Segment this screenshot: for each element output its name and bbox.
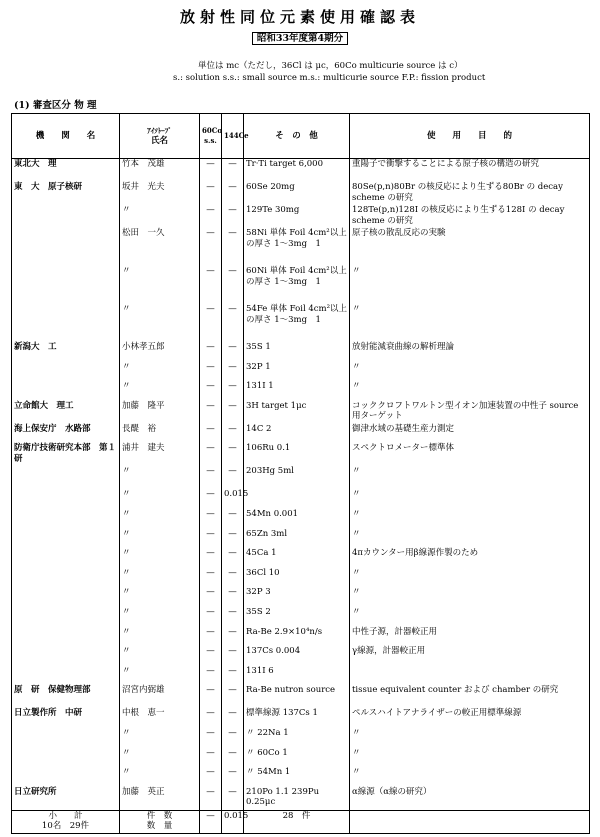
- cell-name: 竹本 茂雄: [120, 159, 200, 183]
- total-purpose: [350, 810, 590, 833]
- cell-org: [12, 666, 120, 686]
- cell-ce: —: [222, 767, 244, 787]
- cell-co: —: [200, 748, 222, 768]
- table-row: [12, 342, 590, 362]
- table-row: [12, 401, 590, 424]
- cell-co: —: [200, 646, 222, 666]
- cell-co: —: [200, 266, 222, 304]
- cell-ce: —: [222, 228, 244, 266]
- cell-purpose: スペクトロメーター標準体: [350, 443, 590, 466]
- cell-ce: —: [222, 607, 244, 627]
- cell-org: [12, 362, 120, 382]
- cell-other: Ra-Be nutron source: [244, 685, 350, 708]
- table-row: [12, 666, 590, 686]
- cell-org: 原 研 保健物理部: [12, 685, 120, 708]
- section-heading: (1) 審査区分 物 理: [14, 100, 97, 111]
- cell-other: 〃 54Mn 1: [244, 767, 350, 787]
- cell-name: 〃: [120, 489, 200, 509]
- cell-org: 東北大 理: [12, 159, 120, 183]
- cell-org: [12, 548, 120, 568]
- cell-co: —: [200, 401, 222, 424]
- cell-purpose: γ線源，計器較正用: [350, 646, 590, 666]
- cell-purpose: α線源（α線の研究）: [350, 787, 590, 811]
- cell-ce: —: [222, 182, 244, 205]
- cell-co: —: [200, 627, 222, 647]
- cell-org: [12, 767, 120, 787]
- cell-ce: —: [222, 509, 244, 529]
- cell-purpose: 原子核の散乱反応の実験: [350, 228, 590, 266]
- cell-ce: —: [222, 529, 244, 549]
- cell-other: 137Cs 0.004: [244, 646, 350, 666]
- cell-other: 54Fe 単体 Foil 4cm²以上の厚さ 1〜3mg 1: [244, 304, 350, 342]
- cell-org: [12, 489, 120, 509]
- cell-purpose: 128Te(p,n)128I の核反応により生ずる128I の decay scheme の研究: [350, 205, 590, 228]
- table-row: [12, 646, 590, 666]
- cell-co: —: [200, 685, 222, 708]
- cell-purpose: 〃: [350, 728, 590, 748]
- header-other: そ の 他: [244, 114, 350, 159]
- cell-other: 32P 1: [244, 362, 350, 382]
- cell-co: —: [200, 424, 222, 444]
- table-row: [12, 304, 590, 342]
- cell-co: —: [200, 182, 222, 205]
- total-label-cell: 小 計 10名 29件: [12, 810, 120, 833]
- cell-org: [12, 304, 120, 342]
- cell-co: —: [200, 767, 222, 787]
- cell-purpose: 〃: [350, 509, 590, 529]
- cell-co: —: [200, 381, 222, 401]
- cell-org: [12, 266, 120, 304]
- cell-purpose: 〃: [350, 304, 590, 342]
- cell-name: 〃: [120, 666, 200, 686]
- table-row: [12, 381, 590, 401]
- cell-purpose: 〃: [350, 767, 590, 787]
- table-row: [12, 182, 590, 205]
- header-name: ｱｲｿﾄｰﾌﾟ 氏名: [120, 114, 200, 159]
- cell-ce: —: [222, 666, 244, 686]
- header-org: 機 関 名: [12, 114, 120, 159]
- cell-org: [12, 529, 120, 549]
- cell-org: 日立製作所 中研: [12, 708, 120, 728]
- document-subtitle: 昭和33年度第4期分: [0, 30, 600, 44]
- cell-other: 14C 2: [244, 424, 350, 444]
- table-row: [12, 568, 590, 588]
- cell-ce: —: [222, 627, 244, 647]
- cell-co: —: [200, 466, 222, 489]
- cell-co: —: [200, 568, 222, 588]
- cell-org: [12, 607, 120, 627]
- cell-purpose: 中性子源，計器較正用: [350, 627, 590, 647]
- cell-ce: —: [222, 748, 244, 768]
- cell-purpose: 〃: [350, 748, 590, 768]
- table-row: [12, 787, 590, 811]
- cell-name: 〃: [120, 728, 200, 748]
- cell-name: 〃: [120, 205, 200, 228]
- cell-name: 坂井 光夫: [120, 182, 200, 205]
- cell-purpose: 重陽子で衝撃することによる原子核の構造の研究: [350, 159, 590, 183]
- table-row: [12, 748, 590, 768]
- cell-ce: 0.015: [222, 489, 244, 509]
- cell-purpose: 〃: [350, 568, 590, 588]
- cell-purpose: 〃: [350, 466, 590, 489]
- cell-other: 131I 6: [244, 666, 350, 686]
- table-row: [12, 443, 590, 466]
- table-row: [12, 228, 590, 266]
- cell-ce: —: [222, 342, 244, 362]
- cell-name: 〃: [120, 362, 200, 382]
- cell-org: 新潟大 工: [12, 342, 120, 362]
- cell-co: —: [200, 587, 222, 607]
- cell-org: [12, 509, 120, 529]
- cell-purpose: 4πカウンター用β線源作製のため: [350, 548, 590, 568]
- cell-purpose: 〃: [350, 266, 590, 304]
- cell-purpose: 放射能減衰曲線の解析理論: [350, 342, 590, 362]
- cell-co: —: [200, 443, 222, 466]
- cell-ce: —: [222, 381, 244, 401]
- table-row: [12, 685, 590, 708]
- cell-purpose: 御津水域の基礎生産力測定: [350, 424, 590, 444]
- table-row: [12, 509, 590, 529]
- cell-co: —: [200, 728, 222, 748]
- cell-name: 〃: [120, 529, 200, 549]
- cell-purpose: ペルスハイトアナライザーの較正用標準線源: [350, 708, 590, 728]
- cell-co: —: [200, 228, 222, 266]
- cell-other: 65Zn 3ml: [244, 529, 350, 549]
- table-row: [12, 159, 590, 183]
- cell-co: —: [200, 529, 222, 549]
- cell-ce: —: [222, 708, 244, 728]
- cell-other: 45Ca 1: [244, 548, 350, 568]
- cell-ce: —: [222, 568, 244, 588]
- cell-other: [244, 489, 350, 509]
- cell-other: Ra-Be 2.9×10⁴n/s: [244, 627, 350, 647]
- cell-co: —: [200, 489, 222, 509]
- cell-org: [12, 587, 120, 607]
- cell-name: 小林孝五郎: [120, 342, 200, 362]
- cell-name: 〃: [120, 587, 200, 607]
- header-ce: 144Ce: [222, 114, 244, 159]
- cell-other: 54Mn 0.001: [244, 509, 350, 529]
- cell-other: Tr·Ti target 6,000: [244, 159, 350, 183]
- cell-other: 32P 3: [244, 587, 350, 607]
- table-row: [12, 607, 590, 627]
- cell-purpose: コッククロフトワルトン型イオン加速装置の中性子 source 用ターゲット: [350, 401, 590, 424]
- cell-ce: —: [222, 548, 244, 568]
- total-row: [12, 810, 590, 833]
- table-row: [12, 728, 590, 748]
- cell-org: [12, 646, 120, 666]
- header-purpose: 使 用 目 的: [350, 114, 590, 159]
- cell-co: —: [200, 708, 222, 728]
- cell-other: 標準線源 137Cs 1: [244, 708, 350, 728]
- cell-co: —: [200, 159, 222, 183]
- cell-ce: —: [222, 685, 244, 708]
- cell-co: —: [200, 205, 222, 228]
- cell-other: 131I 1: [244, 381, 350, 401]
- cell-ce: —: [222, 787, 244, 811]
- cell-other: 35S 1: [244, 342, 350, 362]
- abbreviations-note: s.: solution s.s.: small source m.s.: multicurie source F.P.: fission product: [173, 73, 486, 83]
- cell-ce: —: [222, 587, 244, 607]
- cell-ce: —: [222, 466, 244, 489]
- cell-co: —: [200, 787, 222, 811]
- cell-purpose: 〃: [350, 529, 590, 549]
- cell-co: —: [200, 342, 222, 362]
- cell-org: [12, 748, 120, 768]
- table-row: [12, 362, 590, 382]
- cell-ce: —: [222, 159, 244, 183]
- cell-name: 沼宮内弼雄: [120, 685, 200, 708]
- cell-ce: —: [222, 205, 244, 228]
- table-row: [12, 489, 590, 509]
- cell-other: 36Cl 10: [244, 568, 350, 588]
- cell-name: 長醍 裕: [120, 424, 200, 444]
- cell-org: 日立研究所: [12, 787, 120, 811]
- cell-name: 中根 恵一: [120, 708, 200, 728]
- cell-name: 浦井 建夫: [120, 443, 200, 466]
- cell-org: [12, 627, 120, 647]
- cell-name: 〃: [120, 381, 200, 401]
- cell-name: 〃: [120, 627, 200, 647]
- cell-ce: —: [222, 728, 244, 748]
- document-title: 放射性同位元素使用確認表: [179, 8, 420, 26]
- cell-org: 防衛庁技術研究本部 第１研: [12, 443, 120, 466]
- cell-ce: —: [222, 443, 244, 466]
- cell-other: 35S 2: [244, 607, 350, 627]
- total-co: —: [200, 810, 222, 833]
- cell-co: —: [200, 304, 222, 342]
- cell-ce: —: [222, 424, 244, 444]
- table-row: [12, 627, 590, 647]
- cell-org: [12, 728, 120, 748]
- cell-name: 松田 一久: [120, 228, 200, 266]
- cell-name: 〃: [120, 767, 200, 787]
- table-row: [12, 587, 590, 607]
- cell-purpose: 〃: [350, 607, 590, 627]
- cell-name: 〃: [120, 466, 200, 489]
- table-row: [12, 205, 590, 228]
- cell-other: 3H target 1μc: [244, 401, 350, 424]
- cell-name: 〃: [120, 748, 200, 768]
- cell-purpose: 80Se(p,n)80Br の核反応により生ずる80Br の decay scheme の研究: [350, 182, 590, 205]
- cell-purpose: tissue equivalent counter および chamber の研究: [350, 685, 590, 708]
- cell-org: 東 大 原子核研: [12, 182, 120, 205]
- cell-co: —: [200, 666, 222, 686]
- total-kensu-cell: 件 数 数 量: [120, 810, 200, 833]
- cell-purpose: 〃: [350, 489, 590, 509]
- cell-other: 129Te 30mg: [244, 205, 350, 228]
- cell-other: 〃 22Na 1: [244, 728, 350, 748]
- cell-org: [12, 466, 120, 489]
- cell-purpose: 〃: [350, 587, 590, 607]
- cell-name: 〃: [120, 266, 200, 304]
- total-other: 28 件: [244, 810, 350, 833]
- total-ce: 0.015: [222, 810, 244, 833]
- cell-ce: —: [222, 401, 244, 424]
- cell-other: 210Po 1.1 239Pu 0.25μc: [244, 787, 350, 811]
- cell-co: —: [200, 509, 222, 529]
- cell-ce: —: [222, 646, 244, 666]
- table-row: [12, 424, 590, 444]
- cell-co: —: [200, 548, 222, 568]
- cell-org: [12, 205, 120, 228]
- cell-org: [12, 568, 120, 588]
- cell-other: 60Se 20mg: [244, 182, 350, 205]
- cell-ce: —: [222, 362, 244, 382]
- cell-name: 〃: [120, 607, 200, 627]
- cell-purpose: 〃: [350, 381, 590, 401]
- cell-other: 106Ru 0.1: [244, 443, 350, 466]
- cell-name: 加藤 英正: [120, 787, 200, 811]
- cell-purpose: 〃: [350, 362, 590, 382]
- isotope-usage-table: [11, 113, 590, 834]
- cell-ce: —: [222, 266, 244, 304]
- cell-name: 加藤 隆平: [120, 401, 200, 424]
- table-row: [12, 767, 590, 787]
- table-row: [12, 548, 590, 568]
- cell-ce: —: [222, 304, 244, 342]
- cell-purpose: [350, 666, 590, 686]
- cell-other: 58Ni 単体 Foil 4cm²以上の厚さ 1〜3mg 1: [244, 228, 350, 266]
- units-note: 単位は mc（ただし，36Cl は μc，60Co multicurie source は c）: [198, 61, 463, 71]
- cell-other: 〃 60Co 1: [244, 748, 350, 768]
- cell-co: —: [200, 607, 222, 627]
- cell-org: 海上保安庁 水路部: [12, 424, 120, 444]
- cell-name: 〃: [120, 548, 200, 568]
- cell-co: —: [200, 362, 222, 382]
- cell-org: [12, 381, 120, 401]
- table-row: [12, 266, 590, 304]
- cell-name: 〃: [120, 304, 200, 342]
- table-row: [12, 708, 590, 728]
- header-co: 60Co s.s.: [200, 114, 222, 159]
- cell-name: 〃: [120, 509, 200, 529]
- table-row: [12, 466, 590, 489]
- cell-other: 203Hg 5ml: [244, 466, 350, 489]
- cell-name: 〃: [120, 568, 200, 588]
- cell-name: 〃: [120, 646, 200, 666]
- cell-org: [12, 228, 120, 266]
- table-row: [12, 529, 590, 549]
- cell-org: 立命館大 理工: [12, 401, 120, 424]
- cell-other: 60Ni 単体 Foil 4cm²以上の厚さ 1〜3mg 1: [244, 266, 350, 304]
- table-header-row: [12, 114, 590, 159]
